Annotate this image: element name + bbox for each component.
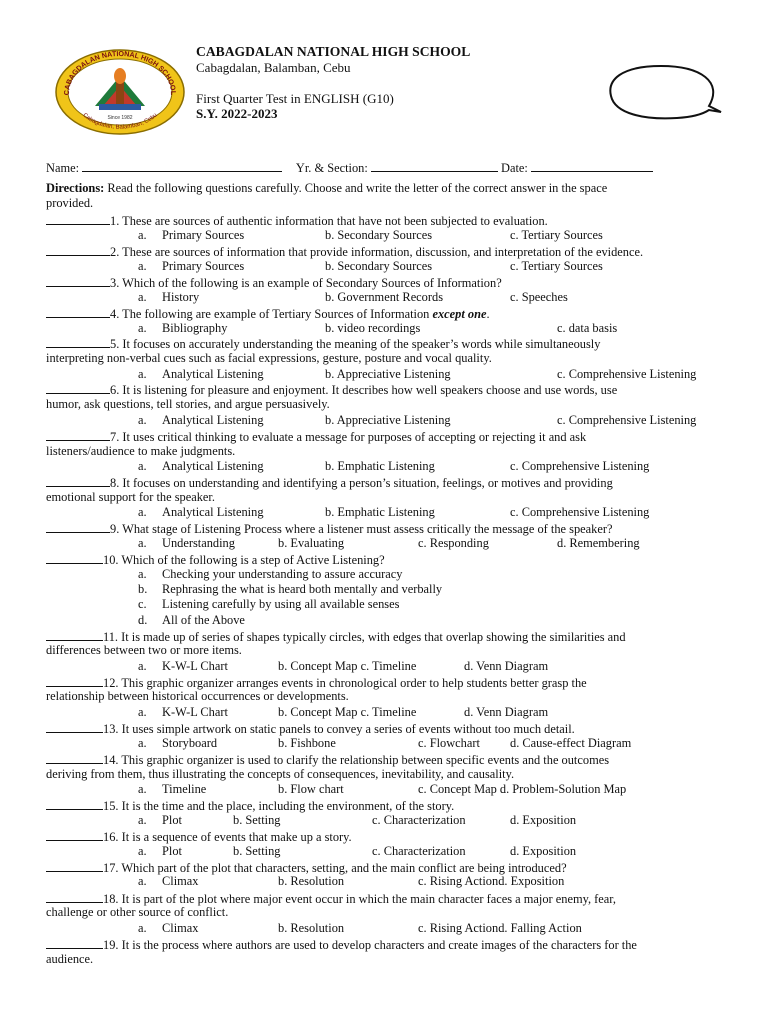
q8-option: c. Comprehensive Listening	[510, 505, 650, 519]
q6-text-cont: humor, ask questions, tell stories, and argue persuasively.	[46, 397, 330, 411]
q3-stem	[46, 275, 502, 289]
q18-option: c. Rising Actiond. Falling Action	[418, 921, 582, 935]
q12-text-cont: relationship between historical occurrences or developments.	[46, 689, 349, 703]
yr-section-field[interactable]	[371, 160, 498, 172]
q3-option-letter: a.	[138, 290, 147, 304]
test-title: First Quarter Test in ENGLISH (G10)	[196, 91, 394, 106]
q5-option: b. Appreciative Listening	[325, 367, 451, 381]
q3-answer-blank[interactable]	[46, 275, 110, 287]
logo-top-text: CABAGDALAN NATIONAL HIGH SCHOOL	[61, 48, 179, 96]
q16-option: d. Exposition	[510, 844, 577, 858]
q16-option-letter: a.	[138, 844, 147, 858]
date-field[interactable]	[531, 160, 653, 172]
q8-option: Analytical Listening	[162, 505, 264, 519]
logo-since: Since 1982	[107, 115, 133, 121]
q5-option: Analytical Listening	[162, 367, 264, 381]
q18-option-letter: a.	[138, 921, 147, 935]
q15-option-letter: a.	[138, 813, 147, 827]
q12-option: d. Venn Diagram	[464, 705, 549, 719]
q13-answer-blank[interactable]	[46, 721, 103, 733]
q18-option: b. Resolution	[278, 921, 345, 935]
q5-answer-blank[interactable]	[46, 336, 110, 348]
q17-option: Climax	[162, 874, 199, 888]
school-logo	[53, 48, 187, 136]
q15-option: d. Exposition	[510, 813, 577, 827]
q12-option: K-W-L Chart	[162, 705, 228, 719]
q9-option-letter: a.	[138, 536, 147, 550]
date-label: Date:	[501, 161, 528, 175]
q10-list-option: Rephrasing the what is heard both mentally and verbally	[162, 582, 443, 596]
q9-text: 9. What stage of Listening Process where a listener must assess critically the message of the speaker?	[110, 522, 613, 536]
q19-stem	[46, 937, 637, 951]
q13-option: d. Cause-effect Diagram	[510, 736, 632, 750]
q11-text-cont: differences between two or more items.	[46, 643, 242, 657]
q16-option: Plot	[162, 844, 182, 858]
q6-option: Analytical Listening	[162, 413, 264, 427]
q19-text: 19. It is the process where authors are used to develop characters and create images of the characters for the	[103, 938, 637, 952]
q17-text: 17. Which part of the plot that characters, setting, and the main conflict are being introduced?	[103, 861, 567, 875]
yr-section-label: Yr. & Section:	[295, 161, 368, 175]
q3-option: b. Government Records	[325, 290, 444, 304]
q11-option-letter: a.	[138, 659, 147, 673]
q10-list-letter: c.	[138, 597, 147, 611]
q12-option: b. Concept Map c. Timeline	[278, 705, 417, 719]
q4-answer-blank[interactable]	[46, 306, 110, 318]
q17-option: b. Resolution	[278, 874, 345, 888]
q6-option: c. Comprehensive Listening	[557, 413, 697, 427]
q8-answer-blank[interactable]	[46, 475, 110, 487]
q2-option: b. Secondary Sources	[325, 259, 433, 273]
q5-text: 5. It focuses on accurately understanding the meaning of the speaker’s words while simultaneously	[110, 337, 601, 351]
q7-answer-blank[interactable]	[46, 429, 110, 441]
q4-text: 4. The following are example of Tertiary Sources of Information	[110, 307, 430, 321]
directions-label: Directions:	[46, 181, 105, 195]
q7-option: b. Emphatic Listening	[325, 459, 435, 473]
q11-stem	[46, 629, 626, 643]
q8-text-cont: emotional support for the speaker.	[46, 490, 215, 504]
q18-text: 18. It is part of the plot where major event occur in which the main character faces a major enemy, fear,	[103, 892, 617, 906]
q17-option-letter: a.	[138, 874, 147, 888]
q19-text-cont: audience.	[46, 952, 94, 966]
q9-option: Understanding	[162, 536, 235, 550]
q1-stem	[46, 213, 548, 227]
q8-text: 8. It focuses on understanding and identifying a person’s situation, feelings, or motives and providing	[110, 476, 613, 490]
q11-option: d. Venn Diagram	[464, 659, 549, 673]
q14-answer-blank[interactable]	[46, 752, 103, 764]
q10-list-option: All of the Above	[162, 613, 245, 627]
q13-option: b. Fishbone	[278, 736, 336, 750]
directions-text: Read the following questions carefully. Choose and write the letter of the correct answer in the space	[107, 181, 608, 195]
q12-text: 12. This graphic organizer arranges events in chronological order to help students better grasp the	[103, 676, 587, 690]
q18-answer-blank[interactable]	[46, 891, 103, 903]
q6-text: 6. It is listening for pleasure and enjoyment. It describes how well speakers choose and use words, use	[110, 383, 618, 397]
q3-option: History	[162, 290, 200, 304]
q14-stem	[46, 752, 609, 766]
q7-stem	[46, 429, 586, 443]
q4-option: Bibliography	[162, 321, 228, 335]
q9-stem	[46, 521, 612, 535]
q9-option: c. Responding	[418, 536, 489, 550]
q10-list-letter: d.	[138, 613, 148, 627]
q4-option-letter: a.	[138, 321, 147, 335]
q11-answer-blank[interactable]	[46, 629, 103, 641]
q10-list-letter: b.	[138, 582, 148, 596]
school-address: Cabagdalan, Balamban, Cebu	[196, 60, 351, 75]
q15-option: Plot	[162, 813, 182, 827]
q11-option: b. Concept Map c. Timeline	[278, 659, 417, 673]
q8-option-letter: a.	[138, 505, 147, 519]
q11-text: 11. It is made up of series of shapes typically circles, with edges that overlap showing the similarities and	[103, 630, 626, 644]
q11-option: K-W-L Chart	[162, 659, 228, 673]
q5-stem	[46, 336, 600, 350]
q6-option-letter: a.	[138, 413, 147, 427]
q7-text: 7. It uses critical thinking to evaluate a message for purposes of accepting or rejecting it and ask	[110, 430, 587, 444]
student-info-row	[46, 160, 653, 174]
q15-stem	[46, 798, 454, 812]
q10-text: 10. Which of the following is a step of Active Listening?	[103, 553, 385, 567]
q4-emphasis: except one	[432, 307, 487, 321]
q17-option: c. Rising Actiond. Exposition	[418, 874, 565, 888]
q16-option: b. Setting	[233, 844, 281, 858]
q7-option: c. Comprehensive Listening	[510, 459, 650, 473]
q9-answer-blank[interactable]	[46, 521, 110, 533]
name-field[interactable]	[82, 160, 282, 172]
q1-answer-blank[interactable]	[46, 213, 110, 225]
directions-line2: provided.	[46, 196, 94, 210]
q12-option-letter: a.	[138, 705, 147, 719]
q6-stem	[46, 382, 617, 396]
q1-option: Primary Sources	[162, 228, 245, 242]
q17-stem	[46, 860, 567, 874]
q10-list-option: Listening carefully by using all available senses	[162, 597, 400, 611]
q8-stem	[46, 475, 613, 489]
q2-option: Primary Sources	[162, 259, 245, 273]
q12-answer-blank[interactable]	[46, 675, 103, 687]
q13-option: Storyboard	[162, 736, 218, 750]
q16-stem	[46, 829, 352, 843]
q12-stem	[46, 675, 587, 689]
school-name: CABAGDALAN NATIONAL HIGH SCHOOL	[196, 44, 471, 59]
q2-stem	[46, 244, 643, 258]
q7-option-letter: a.	[138, 459, 147, 473]
q15-option: c. Characterization	[372, 813, 466, 827]
q4-stem: 4. The following are example of Tertiary Sources of Information except one.	[46, 306, 490, 320]
q7-text-cont: listeners/audience to make judgments.	[46, 444, 236, 458]
q13-text: 13. It uses simple artwork on static panels to convey a series of events without too much detail.	[103, 722, 575, 736]
q5-option: c. Comprehensive Listening	[557, 367, 697, 381]
q15-text: 15. It is the time and the place, including the environment, of the story.	[103, 799, 455, 813]
directions-line1	[46, 182, 607, 194]
q1-option: b. Secondary Sources	[325, 228, 433, 242]
q2-text: 2. These are sources of information that provide information, discussion, and interpretation of the evidence.	[110, 245, 644, 259]
name-label: Name:	[46, 161, 80, 175]
school-year: S.Y. 2022-2023	[196, 106, 278, 121]
q3-text: 3. Which of the following is an example of Secondary Sources of Information?	[110, 276, 502, 290]
q4-option: c. data basis	[557, 321, 618, 335]
q6-option: b. Appreciative Listening	[325, 413, 451, 427]
q2-option: c. Tertiary Sources	[510, 259, 603, 273]
q1-text: 1. These are sources of authentic information that have not been subjected to evaluation.	[110, 214, 548, 228]
q16-text: 16. It is a sequence of events that make up a story.	[103, 830, 352, 844]
score-box	[605, 62, 723, 122]
q17-answer-blank[interactable]	[46, 860, 103, 872]
q19-answer-blank[interactable]	[46, 937, 103, 949]
q14-option: Timeline	[162, 782, 207, 796]
q18-stem	[46, 891, 616, 905]
q1-option: c. Tertiary Sources	[510, 228, 603, 242]
q10-list-option: Checking your understanding to assure accuracy	[162, 567, 403, 581]
q15-option: b. Setting	[233, 813, 281, 827]
q13-option-letter: a.	[138, 736, 147, 750]
q14-text-cont: deriving from them, thus illustrating the concepts of consequences, inevitability, and causality.	[46, 767, 515, 781]
q6-answer-blank[interactable]	[46, 382, 110, 394]
q18-text-cont: challenge or other source of conflict.	[46, 905, 229, 919]
q14-option-letter: a.	[138, 782, 147, 796]
q15-answer-blank[interactable]	[46, 798, 103, 810]
q16-answer-blank[interactable]	[46, 829, 103, 841]
q10-stem	[46, 552, 385, 566]
q9-option: d. Remembering	[557, 536, 640, 550]
q3-option: c. Speeches	[510, 290, 568, 304]
q16-option: c. Characterization	[372, 844, 466, 858]
q8-option: b. Emphatic Listening	[325, 505, 435, 519]
q5-option-letter: a.	[138, 367, 147, 381]
q10-list-letter: a.	[138, 567, 147, 581]
q2-answer-blank[interactable]	[46, 244, 110, 256]
q10-answer-blank[interactable]	[46, 552, 103, 564]
q14-option: c. Concept Map d. Problem-Solution Map	[418, 782, 627, 796]
q13-stem	[46, 721, 575, 735]
q2-option-letter: a.	[138, 259, 147, 273]
q5-text-cont: interpreting non-verbal cues such as facial expressions, gesture, posture and vocal quality.	[46, 351, 492, 365]
q9-option: b. Evaluating	[278, 536, 345, 550]
q14-text: 14. This graphic organizer is used to clarify the relationship between specific events and the outcomes	[103, 753, 610, 767]
q4-option: b. video recordings	[325, 321, 421, 335]
q1-option-letter: a.	[138, 228, 147, 242]
q7-option: Analytical Listening	[162, 459, 264, 473]
q18-option: Climax	[162, 921, 199, 935]
logo-bottom-text: Cabagdalan, Balamban, Cebu	[81, 112, 159, 131]
q13-option: c. Flowchart	[418, 736, 480, 750]
q14-option: b. Flow chart	[278, 782, 344, 796]
